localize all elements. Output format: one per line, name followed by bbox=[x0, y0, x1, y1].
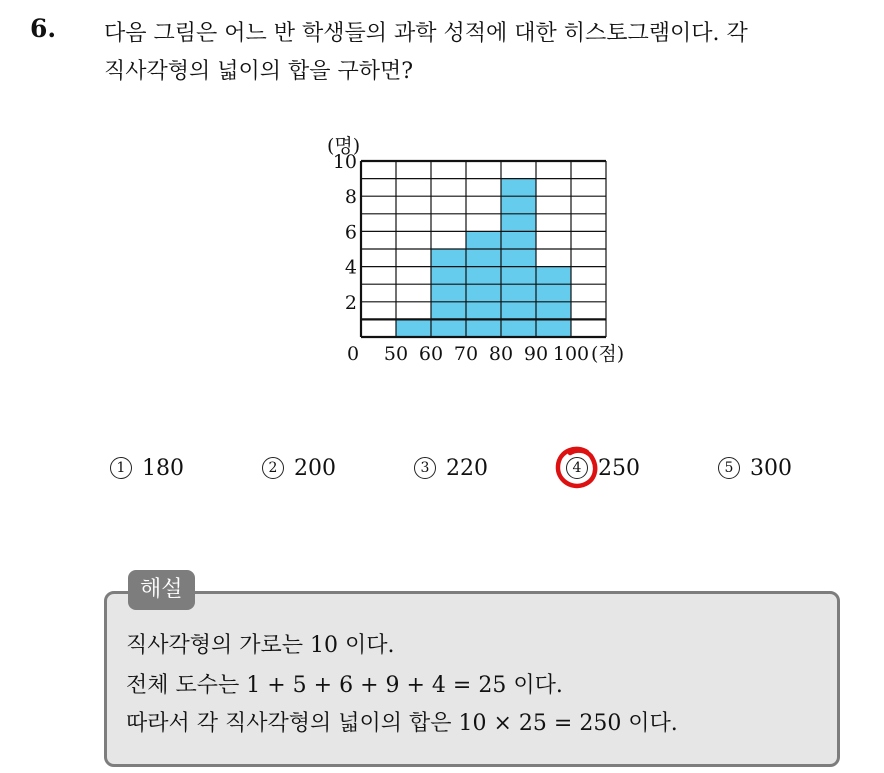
choice-2-number: 2 bbox=[262, 457, 284, 479]
y-tick-label: 10 bbox=[332, 151, 357, 173]
choice-3-number: 3 bbox=[414, 457, 436, 479]
y-tick-label: 4 bbox=[344, 256, 357, 279]
question-text-line-1: 다음 그림은 어느 반 학생들의 과학 성적에 대한 히스토그램이다. 각 bbox=[104, 21, 748, 46]
y-tick-label: 6 bbox=[344, 221, 357, 244]
answer-circle-mark bbox=[553, 444, 603, 492]
choice-5[interactable] bbox=[718, 456, 792, 481]
choice-2-value: 200 bbox=[294, 456, 336, 481]
solution-line-2: 전체 도수는 1 + 5 + 6 + 9 + 4 = 25 이다. bbox=[126, 673, 563, 698]
choice-1[interactable] bbox=[110, 456, 184, 481]
y-tick-label: 8 bbox=[344, 186, 357, 209]
x-tick-label: 70 bbox=[453, 343, 479, 365]
answer-circle-stroke bbox=[558, 449, 595, 486]
solution-tag: 해설 bbox=[128, 570, 195, 610]
choice-4-number: 4 bbox=[566, 457, 588, 479]
question-text-line-2: 직사각형의 넓이의 합을 구하면? bbox=[104, 59, 414, 84]
y-tick-label: 2 bbox=[344, 291, 357, 314]
histogram-bar bbox=[396, 319, 431, 337]
choice-3-value: 220 bbox=[446, 456, 488, 481]
histogram-chart bbox=[300, 110, 660, 375]
choice-3[interactable] bbox=[414, 456, 488, 481]
choice-1-value: 180 bbox=[142, 456, 184, 481]
histogram-bar bbox=[431, 249, 466, 337]
choice-4-value: 250 bbox=[598, 456, 640, 481]
x-axis-label: (점) bbox=[591, 343, 625, 365]
choice-2[interactable] bbox=[262, 456, 336, 481]
x-tick-label: 80 bbox=[488, 343, 514, 365]
x-tick-label: 90 bbox=[523, 343, 549, 365]
choice-1-number: 1 bbox=[110, 457, 132, 479]
x-tick-label: 60 bbox=[418, 343, 444, 365]
y-axis-label: (명) bbox=[327, 135, 361, 157]
solution-line-3: 따라서 각 직사각형의 넓이의 합은 10 × 25 = 250 이다. bbox=[126, 711, 678, 736]
solution-line-1: 직사각형의 가로는 10 이다. bbox=[126, 633, 395, 658]
x-tick-label: 50 bbox=[383, 343, 409, 365]
x-tick-label: 100 bbox=[552, 343, 590, 365]
question-number: 6. bbox=[30, 14, 57, 43]
choice-5-value: 300 bbox=[750, 456, 792, 481]
x-tick-label: 0 bbox=[346, 343, 360, 365]
choice-5-number: 5 bbox=[718, 457, 740, 479]
histogram-bar bbox=[501, 179, 536, 337]
